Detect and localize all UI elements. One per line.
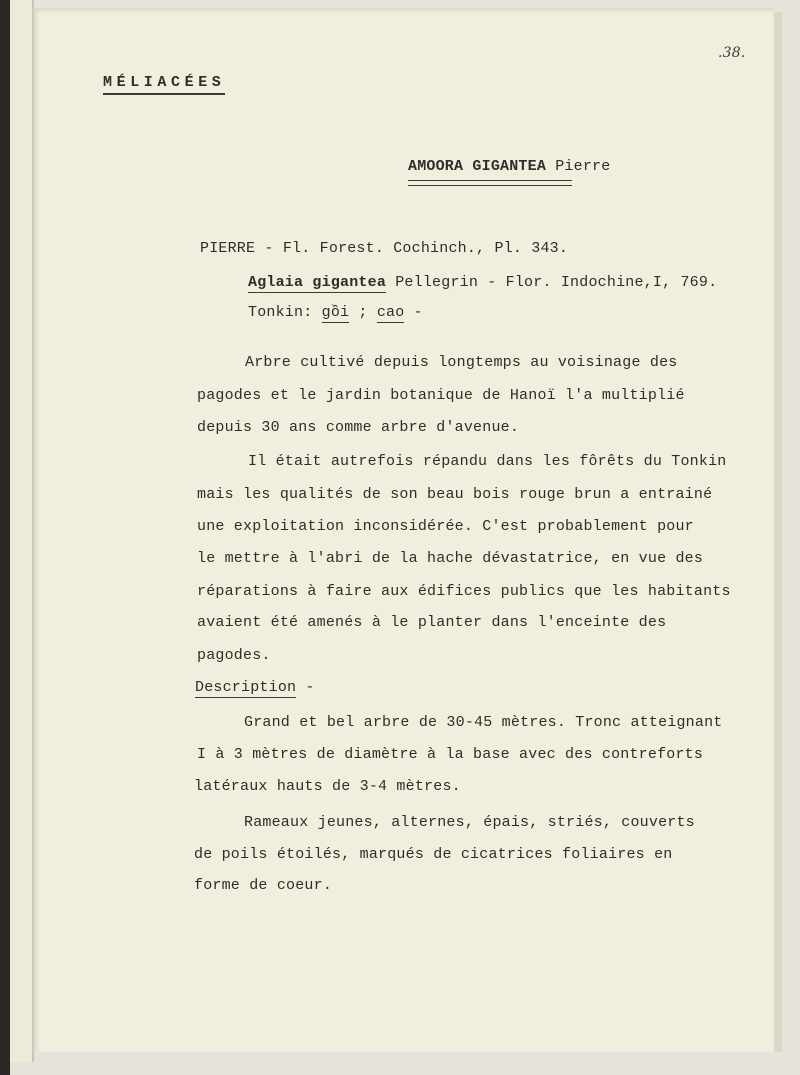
paragraph-line: pagodes.	[197, 647, 271, 664]
synonym-name: Aglaia gigantea	[248, 274, 387, 291]
description-label: Description	[195, 679, 297, 696]
reference-pierre: PIERRE - Fl. Forest. Cochinch., Pl. 343.	[200, 240, 569, 257]
vernacular-separator: ;	[349, 304, 377, 321]
paragraph-line: de poils étoilés, marqués de cicatrices foliaires en	[194, 846, 673, 863]
family-title: MÉLIACÉES	[103, 74, 225, 95]
reference-pellegrin	[248, 274, 717, 292]
species-name: AMOORA GIGANTEA	[408, 158, 547, 175]
description-heading	[195, 679, 315, 697]
tonkin-label: Tonkin:	[248, 304, 322, 321]
description-dash: -	[296, 679, 315, 696]
synonym-citation: Pellegrin - Flor. Indochine,I, 769.	[386, 274, 718, 291]
page-number: .38.	[718, 45, 746, 61]
paragraph-line: une exploitation inconsidérée. C'est probablement pour	[197, 518, 694, 535]
paragraph-line: réparations à faire aux édifices publics que les habitants	[197, 583, 731, 600]
vernacular-name-1: gồi	[321, 304, 350, 321]
paragraph-line: avaient été amenés à le planter dans l'enceinte des	[197, 614, 667, 631]
species-double-underline	[408, 180, 572, 186]
paragraph-line: pagodes et le jardin botanique de Hanoï l'a multiplié	[197, 387, 685, 404]
paragraph-line: mais les qualités de son beau bois rouge brun a entrainé	[197, 486, 713, 503]
paragraph-line: latéraux hauts de 3-4 mètres.	[194, 778, 461, 795]
paragraph-line: Rameaux jeunes, alternes, épais, striés, couverts	[244, 814, 695, 831]
paragraph-line: depuis 30 ans comme arbre d'avenue.	[197, 419, 520, 436]
vernacular-names	[248, 304, 423, 322]
paragraph-line: le mettre à l'abri de la hache dévastatrice, en vue des	[197, 550, 704, 567]
paragraph-line: forme de coeur.	[194, 877, 333, 894]
vernacular-name-2: cao	[376, 304, 405, 321]
paragraph-line: I à 3 mètres de diamètre à la base avec des contreforts	[197, 746, 704, 763]
right-page-edge	[774, 12, 782, 1052]
paragraph-line: Arbre cultivé depuis longtemps au voisinage des	[245, 354, 678, 371]
species-author: Pierre	[546, 158, 611, 175]
book-spine	[0, 0, 10, 1075]
paragraph-line: Grand et bel arbre de 30-45 mètres. Tronc atteignant	[244, 714, 723, 731]
species-title	[408, 158, 610, 176]
left-page-edge	[10, 0, 34, 1062]
vernacular-end: -	[404, 304, 423, 321]
paragraph-line: Il était autrefois répandu dans les fôrêts du Tonkin	[248, 453, 727, 470]
